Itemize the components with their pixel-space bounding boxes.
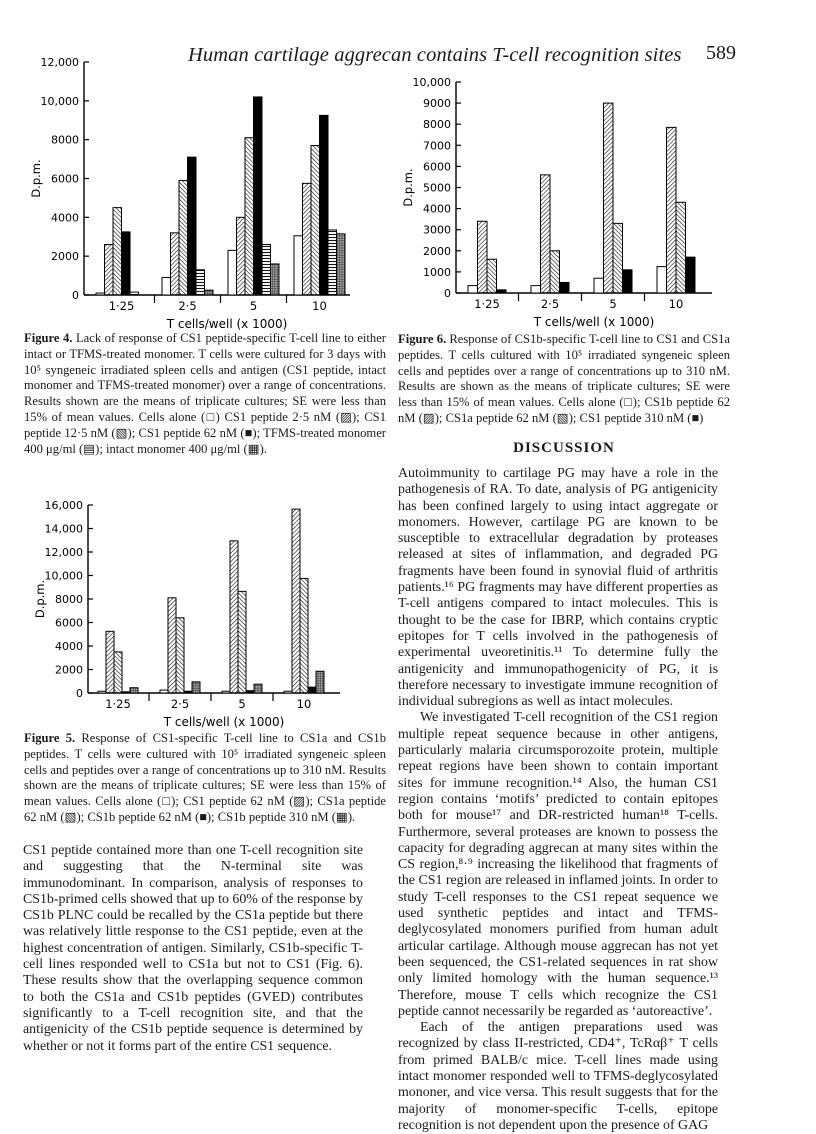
bar xyxy=(667,127,677,293)
bar xyxy=(311,145,320,295)
bar xyxy=(106,631,114,693)
bar xyxy=(604,103,614,293)
bar xyxy=(292,509,300,693)
bar xyxy=(176,618,184,693)
bar xyxy=(130,292,139,295)
y-tick-label: 10,000 xyxy=(412,76,451,89)
y-tick-label: 2000 xyxy=(51,250,79,264)
y-axis-label: D.p.m. xyxy=(33,579,47,619)
y-tick-label: 9000 xyxy=(423,97,451,111)
page-number: 589 xyxy=(706,42,736,64)
bar xyxy=(160,690,168,693)
figure-5-label: Figure 5. xyxy=(24,731,76,745)
y-tick-label: 1000 xyxy=(423,265,451,279)
bar xyxy=(188,157,197,295)
bar xyxy=(168,598,176,693)
y-tick-label: 10,000 xyxy=(44,569,83,583)
y-tick-label: 2000 xyxy=(423,244,451,258)
discussion-paragraph-3: Each of the antigen preparations used was recognized by class II-restricted, CD4⁺, TcRαβ⁺ T cells from primed BALB/c mice. T-cell lines made using intact monomer responded well to TFMS-deglycosylated mononer, and vice versa. This result suggests that for the majority of monomer-specific T-cells, epitope recognition is not dependent upon the presence of GAG xyxy=(398,1020,718,1133)
bar xyxy=(205,290,214,295)
bar xyxy=(130,688,138,693)
bar xyxy=(550,251,560,293)
x-axis-label: T cells/well (x 1000) xyxy=(533,315,655,329)
bar xyxy=(114,652,122,693)
bar xyxy=(122,232,131,295)
bar xyxy=(676,202,686,293)
y-tick-label: 6000 xyxy=(55,616,83,630)
bar xyxy=(228,250,237,295)
bar xyxy=(560,282,570,293)
x-tick-label: 5 xyxy=(249,299,258,313)
figure-4-caption xyxy=(24,331,386,457)
y-tick-label: 7000 xyxy=(423,139,451,153)
bar xyxy=(238,591,246,693)
bar xyxy=(303,183,312,295)
bar xyxy=(316,671,324,693)
bar xyxy=(254,97,263,295)
bar xyxy=(300,578,308,693)
bar xyxy=(487,259,497,293)
bar xyxy=(271,264,280,295)
bar xyxy=(246,691,254,693)
x-axis-label: T cells/well (x 1000) xyxy=(166,317,288,331)
discussion-paragraph-2: We investigated T-cell recognition of the CS1 region multiple repeat sequence because in other antigens, particularly malaria circumsporozoite protein, multiple repeat regions have been shown to contain important sites for immune recognition.¹⁴ Also, the human CS1 region contains ‘motifs’ predicted to contain epitopes both for mouse¹⁷ and DR-restricted human¹⁸ T-cells. Furthermore, several proteases are known to possess the capacity for degrading aggrecan at many sites within the CS region,⁸·⁹ increasing the likelihood that fragments of the CS1 region are released in inflamed joints. In order to study T-cell responses to the CS1 repeat sequence we used synthetic peptides and intact and TFMS-deglycosylated monomers purified from human adult articular cartilage. Although mouse aggrecan has not yet been sequenced, the CS1-related sequences in rat show only limited homology with the human sequence.¹³ Therefore, mouse T cells which recognize the CS1 peptide cannot necessarily be regarded as ‘autoreactive’. xyxy=(398,710,718,1019)
bar xyxy=(262,245,271,295)
x-tick-label: 2·5 xyxy=(178,299,197,313)
bar xyxy=(222,691,230,693)
bar xyxy=(179,180,188,295)
x-tick-label: 10 xyxy=(668,297,684,311)
y-tick-label: 2000 xyxy=(55,663,83,677)
discussion-heading: DISCUSSION xyxy=(513,440,615,456)
bar xyxy=(184,691,192,693)
figure-5-chart xyxy=(0,495,400,729)
y-tick-label: 5000 xyxy=(423,181,451,195)
y-tick-label: 4000 xyxy=(423,202,451,216)
x-tick-label: 10 xyxy=(312,299,327,313)
y-tick-label: 10,000 xyxy=(40,94,79,108)
bar xyxy=(308,687,316,693)
x-tick-label: 1·25 xyxy=(108,299,135,313)
bar xyxy=(337,234,346,295)
figure-4-caption-text: Lack of response of CS1 peptide-specific T-cell line to either intact or TFMS-treated monomer. T cells were cultured for 3 days with 10⁵ syngeneic irradiated spleen cells and antigen (CS1 peptide, intact monomer and TFMS-treated monomer) over a range of concentrations. Results shown are the means of triplicate cultures; SE were less than 15% of mean values. Cells alone (□) CS1 peptide 2·5 nM (▨); CS1 peptide 12·5 nM (▧); CS1 peptide 62 nM (■); TFMS-treated monomer 400 μg/ml (▤); intact monomer 400 μg/ml (▦). xyxy=(24,331,387,456)
figure-4-label: Figure 4. xyxy=(24,331,73,345)
y-tick-label: 8000 xyxy=(423,118,451,132)
x-tick-label: 10 xyxy=(296,697,312,711)
bar xyxy=(254,684,262,693)
y-tick-label: 3000 xyxy=(423,223,451,237)
y-axis-label: D.p.m. xyxy=(29,159,43,198)
bar xyxy=(686,257,696,293)
bar xyxy=(113,208,122,295)
running-head: Human cartilage aggrecan contains T-cell recognition sites xyxy=(188,44,682,66)
y-tick-label: 4000 xyxy=(55,640,83,653)
figure-6-caption xyxy=(398,332,730,427)
y-tick-label: 0 xyxy=(72,289,79,302)
figure-6-chart xyxy=(400,40,816,330)
bar xyxy=(105,245,114,295)
bar xyxy=(541,175,551,293)
bar xyxy=(468,286,478,293)
bar xyxy=(237,217,246,295)
bar xyxy=(478,221,488,293)
y-tick-label: 12,000 xyxy=(44,546,83,559)
results-paragraph: CS1 peptide contained more than one T-cell recognition site and suggesting that the N-terminal site was immunodominant. In comparison, analysis of responses to CS1b-primed cells showed that up to 60% of the response by CS1b PLNC could be recalled by the CS1a peptide but there was relatively little response to the CS1 peptide, even at the highest concentration of antigen. Similarly, CS1b-specific T-cell lines responded well to CS1a but not to CS1 (Fig. 6). These results show that the overlapping sequence common to both the CS1a and CS1b peptides (GVED) contributes significantly to a T-cell recognition site, and that the antigenicity of the CS1b peptide sequence is determined by whether or not it forms part of the entire CS1 sequence. xyxy=(23,843,363,1054)
y-tick-label: 4000 xyxy=(51,211,79,225)
bar xyxy=(623,270,633,293)
discussion-paragraph-1: Autoimmunity to cartilage PG may have a role in the pathogenesis of RA. To date, analysis of PG antigenicity has been confined largely to using intact aggregate or monomers. However, cartilage PG are known to be susceptible to extracellular degradation by proteases released at sites of inflammation, and degraded PG fragments have been found in synovial fluid of arthritis patients.¹⁶ PG fragments may have different properties as T-cell antigens compared to intact molecules. This is thought to be the case for IBRP, which contains cryptic epitopes for T cells involved in the pathogenesis of experimental uveoretinitis.¹¹ To determine fully the antigenicity and immunopathogenicity of PG, it is therefore necessary to investigate immune recognition of individual subregions as well as intact molecules. xyxy=(398,466,718,710)
bar xyxy=(245,138,254,295)
figure-6-label: Figure 6. xyxy=(398,332,447,346)
x-tick-label: 5 xyxy=(609,297,617,311)
bar xyxy=(122,692,130,693)
figure-4-chart xyxy=(0,50,400,331)
x-axis-label: T cells/well (x 1000) xyxy=(163,715,285,729)
x-tick-label: 2·5 xyxy=(170,697,190,711)
bar xyxy=(171,233,180,295)
bar xyxy=(98,691,106,693)
figure-5-caption-text: Response of CS1-specific T-cell line to CS1a and CS1b peptides. T cells were cultured with 10⁵ irradiated syngeneic spleen cells and peptides over a range of concentrations up to 310 nM. Results shown are the means of triplicate cultures; SE were less than 15% of mean values. Cells alone (□); CS1 peptide 62 nM (▨); CS1a peptide 62 nM (▧); CS1b peptide 62 nM (■); CS1b peptide 310 nM (▦). xyxy=(24,731,386,824)
x-tick-label: 2·5 xyxy=(540,297,560,311)
bar xyxy=(230,541,238,693)
discussion-body xyxy=(398,466,718,1134)
y-tick-label: 12,000 xyxy=(40,56,79,69)
bar xyxy=(594,278,604,293)
left-column-body xyxy=(23,843,363,1055)
y-tick-label: 0 xyxy=(76,687,83,700)
y-tick-label: 0 xyxy=(444,287,451,300)
bar xyxy=(196,270,205,295)
bar xyxy=(162,278,171,295)
bar xyxy=(192,682,200,693)
bar xyxy=(328,230,337,295)
bar xyxy=(284,691,292,693)
y-tick-label: 14,000 xyxy=(44,522,83,536)
y-tick-label: 16,000 xyxy=(44,499,83,512)
bar xyxy=(657,267,667,293)
x-tick-label: 1·25 xyxy=(474,297,500,311)
bar xyxy=(613,223,623,293)
bar xyxy=(531,286,541,293)
y-tick-label: 8000 xyxy=(55,593,83,606)
bar xyxy=(294,236,303,295)
bar xyxy=(320,115,329,295)
bar xyxy=(96,293,105,295)
y-tick-label: 6000 xyxy=(51,172,79,186)
x-tick-label: 1·25 xyxy=(105,697,131,711)
y-tick-label: 6000 xyxy=(423,160,451,174)
y-axis-label: D.p.m. xyxy=(401,168,415,207)
figure-5-caption xyxy=(24,731,386,826)
figure-6-caption-text: Response of CS1b-specific T-cell line to CS1 and CS1a peptides. T cells cultured with 10⁵ irradiated syngeneic spleen cells and peptides over a range of concentrations up to 310 nM. Results are shown as the means of triplicate cultures; SE were less than 15% of mean values. Cells alone (□); CS1b peptide 62 nM (▨); CS1a peptide 62 nM (▧); CS1 peptide 310 nM (■) xyxy=(398,332,730,425)
bar xyxy=(497,290,507,293)
y-tick-label: 8000 xyxy=(51,133,79,147)
x-tick-label: 5 xyxy=(238,697,246,711)
